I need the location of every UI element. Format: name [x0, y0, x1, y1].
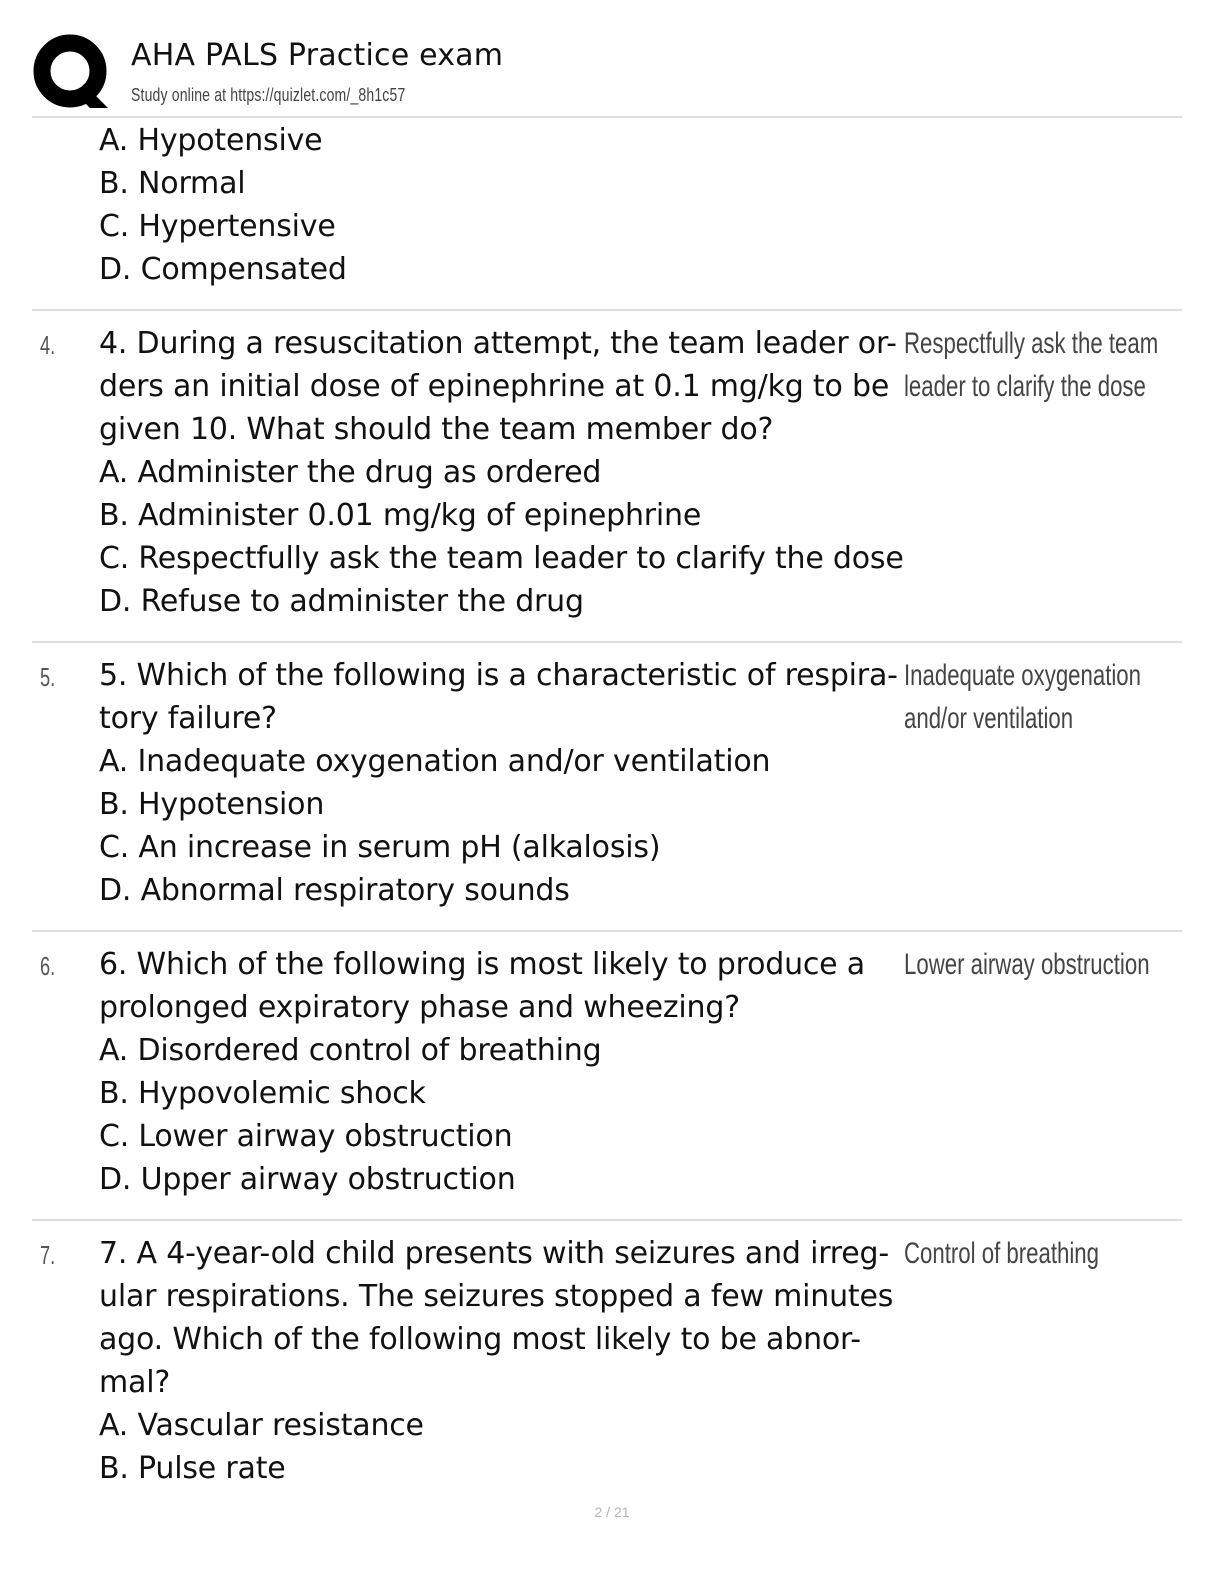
- question-number: 5.: [40, 662, 56, 692]
- question-line: ders an initial dose of epinephrine at 0.1 mg/kg to be: [99, 369, 890, 404]
- option-item: D. Refuse to administer the drug: [99, 584, 584, 619]
- question-number: 7.: [40, 1240, 56, 1270]
- question-text: [99, 943, 899, 1201]
- study-online-link[interactable]: Study online at https://quizlet.com/_8h1c57: [131, 85, 406, 105]
- option-item: C. Lower airway obstruction: [99, 1119, 513, 1154]
- option-item: A. Hypotensive: [99, 123, 323, 158]
- option-item: A. Vascular resistance: [99, 1408, 424, 1443]
- answer-line: Lower airway obstruction: [904, 948, 1150, 981]
- question-number: 4.: [40, 330, 56, 360]
- question-line: ago. Which of the following most likely to be abnor-: [99, 1322, 861, 1357]
- question-line: given 10. What should the team member do?: [99, 412, 774, 447]
- option-item: A. Disordered control of breathing: [99, 1033, 602, 1068]
- option-item: D. Upper airway obstruction: [99, 1162, 516, 1197]
- question-line: prolonged expiratory phase and wheezing?: [99, 990, 740, 1025]
- page-header: [0, 0, 1224, 118]
- row-divider: [32, 309, 1182, 311]
- question-line: ular respirations. The seizures stopped a few minutes: [99, 1279, 894, 1314]
- question-line: 6. Which of the following is most likely to produce a: [99, 947, 865, 982]
- page-number: 2 / 21: [594, 1504, 630, 1520]
- answer-line: and/or ventilation: [904, 702, 1074, 735]
- quizlet-logo-icon: [32, 32, 112, 112]
- answer-text: [904, 943, 1150, 986]
- answer-line: leader to clarify the dose: [904, 370, 1146, 403]
- option-item: B. Administer 0.01 mg/kg of epinephrine: [99, 498, 702, 533]
- option-item: C. An increase in serum pH (alkalosis): [99, 830, 661, 865]
- question-number: 6.: [40, 951, 56, 981]
- question-line: 5. Which of the following is a characteristic of respira-: [99, 658, 898, 693]
- question-line: tory failure?: [99, 701, 277, 736]
- answer-line: Control of breathing: [904, 1237, 1099, 1270]
- answer-text: [904, 654, 1141, 740]
- option-item: A. Administer the drug as ordered: [99, 455, 602, 490]
- row-divider: [32, 641, 1182, 643]
- question-line: 4. During a resuscitation attempt, the team leader or-: [99, 326, 897, 361]
- option-item: C. Respectfully ask the team leader to clarify the dose: [99, 541, 904, 576]
- question-text: [99, 322, 904, 623]
- option-item: C. Hypertensive: [99, 209, 336, 244]
- answer-text: [904, 1232, 1099, 1275]
- question-line: 7. A 4-year-old child presents with seizures and irreg-: [99, 1236, 890, 1271]
- answer-line: Inadequate oxygenation: [904, 659, 1142, 692]
- option-item: A. Inadequate oxygenation and/or ventilation: [99, 744, 771, 779]
- row-divider: [32, 1219, 1182, 1221]
- option-item: B. Hypotension: [99, 787, 325, 822]
- answer-line: Respectfully ask the team: [904, 327, 1159, 360]
- question-text: [99, 654, 899, 912]
- answer-text: [904, 322, 1158, 408]
- question-text: [99, 1232, 899, 1490]
- document-title: AHA PALS Practice exam: [131, 38, 504, 73]
- row-divider: [32, 930, 1182, 932]
- option-item: B. Normal: [99, 166, 246, 201]
- continued-options-list: [99, 119, 347, 291]
- option-item: D. Compensated: [99, 252, 347, 287]
- option-item: D. Abnormal respiratory sounds: [99, 873, 570, 908]
- option-item: B. Pulse rate: [99, 1451, 286, 1486]
- option-item: B. Hypovolemic shock: [99, 1076, 426, 1111]
- question-line: mal?: [99, 1365, 171, 1400]
- header-divider: [32, 116, 1182, 118]
